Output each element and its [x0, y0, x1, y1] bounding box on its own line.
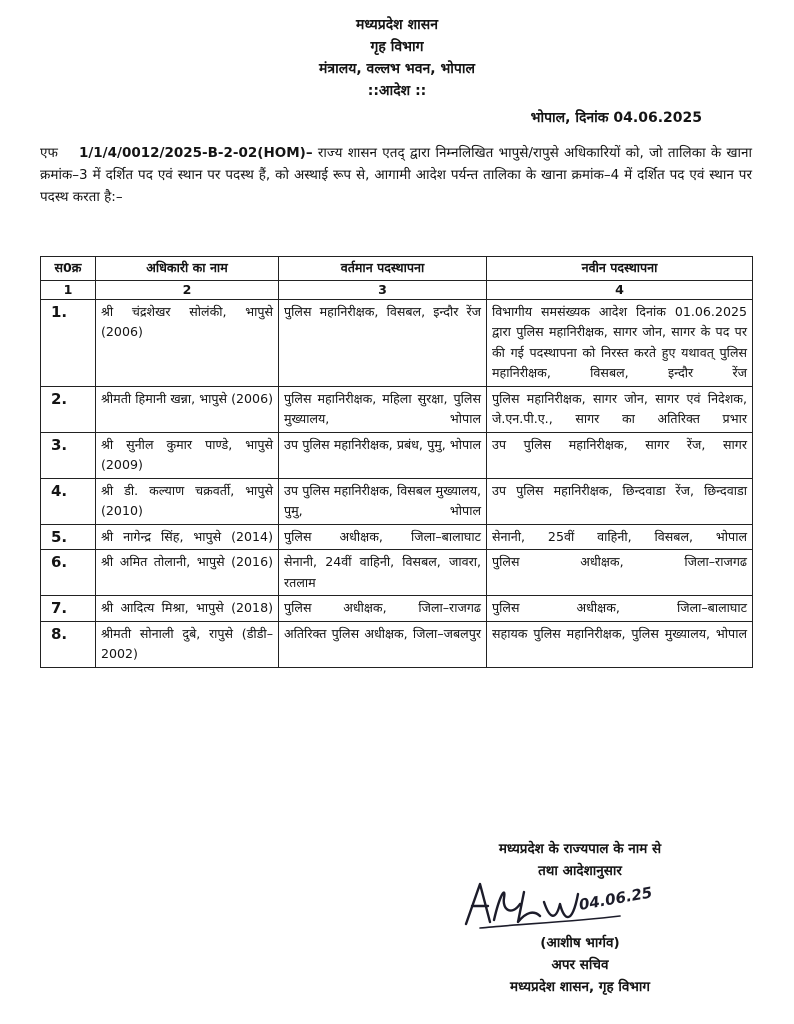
table-row	[41, 596, 753, 622]
column-number: 1	[41, 280, 96, 299]
row-sno: 7.	[41, 596, 96, 622]
header-current-posting: वर्तमान पदस्थापना	[279, 257, 487, 281]
current-posting: उप पुलिस महानिरीक्षक, प्रबंध, पुमु, भोपाल	[279, 432, 487, 478]
table-row	[41, 432, 753, 478]
column-number-row	[41, 280, 753, 299]
row-sno: 8.	[41, 621, 96, 667]
signature-scribble	[460, 876, 680, 938]
letterhead	[0, 14, 794, 102]
header-sno: स0क्र	[41, 257, 96, 281]
current-posting: उप पुलिस महानिरीक्षक, विसबल मुख्यालय, पुमु, भोपाल	[279, 478, 487, 524]
new-posting: सहायक पुलिस महानिरीक्षक, पुलिस मुख्यालय, भोपाल	[487, 621, 753, 667]
signatory-department: मध्यप्रदेश शासन, गृह विभाग	[510, 979, 650, 995]
officer-name: श्री अमित तोलानी, भापुसे (2016)	[96, 550, 279, 596]
officer-name: श्री डी. कल्याण चक्रवर्ती, भापुसे (2010)	[96, 478, 279, 524]
current-posting: सेनानी, 24वीं वाहिनी, विसबल, जावरा, रतलाम	[279, 550, 487, 596]
table-row	[41, 621, 753, 667]
new-posting: पुलिस महानिरीक्षक, सागर जोन, सागर एवं निदेशक, जे.एन.पी.ए., सागर का अतिरिक्त प्रभार	[487, 386, 753, 432]
authority-line-1: मध्यप्रदेश के राज्यपाल के नाम से	[498, 841, 662, 857]
authority-line-2: तथा आदेशानुसार	[538, 863, 622, 879]
new-posting: उप पुलिस महानिरीक्षक, सागर रेंज, सागर	[487, 432, 753, 478]
table-row	[41, 386, 753, 432]
row-sno: 5.	[41, 524, 96, 550]
table-row	[41, 478, 753, 524]
officer-name: श्रीमती सोनाली दुबे, रापुसे (डीडी–2002)	[96, 621, 279, 667]
column-number: 2	[96, 280, 279, 299]
table-row	[41, 550, 753, 596]
officer-name: श्रीमती हिमानी खन्ना, भापुसे (2006)	[96, 386, 279, 432]
table-row	[41, 524, 753, 550]
department-name: गृह विभाग	[370, 39, 424, 55]
signature-date: 04.06.25	[577, 883, 654, 914]
row-sno: 6.	[41, 550, 96, 596]
current-posting: पुलिस महानिरीक्षक, विसबल, इन्दौर रेंज	[279, 299, 487, 386]
officer-name: श्री नागेन्द्र सिंह, भापुसे (2014)	[96, 524, 279, 550]
new-posting: सेनानी, 25वीं वाहिनी, विसबल, भोपाल	[487, 524, 753, 550]
handwritten-signature	[420, 882, 740, 932]
row-sno: 3.	[41, 432, 96, 478]
current-posting: पुलिस अधीक्षक, जिला–बालाघाट	[279, 524, 487, 550]
header-new-posting: नवीन पदस्थापना	[487, 257, 753, 281]
file-prefix: एफ	[40, 145, 58, 161]
posting-table	[40, 256, 753, 668]
column-number: 3	[279, 280, 487, 299]
place-date: भोपाल, दिनांक 04.06.2025	[530, 110, 702, 126]
officer-name: श्री आदित्य मिश्रा, भापुसे (2018)	[96, 596, 279, 622]
table-header-row	[41, 257, 753, 281]
file-number: 1/1/4/0012/2025-B-2-02(HOM)–	[78, 145, 313, 161]
header-officer-name: अधिकारी का नाम	[96, 257, 279, 281]
row-sno: 1.	[41, 299, 96, 386]
table-row	[41, 299, 753, 386]
new-posting: विभागीय समसंख्यक आदेश दिनांक 01.06.2025 द्वारा पुलिस महानिरीक्षक, सागर जोन, सागर के पद पर की गई पदस्थापना को निरस्त करते हुए यथावत् पुलिस महानिरीक्षक, विसबल, इन्दौर रेंज	[487, 299, 753, 386]
order-text: राज्य शासन एतद् द्वारा निम्नलिखित भापुसे/रापुसे अधिकारियों को, जो तालिका के खाना क्रमांक–3 में दर्शित पद एवं स्थान पर पदस्थ हैं, को अस्थाई रूप से, आगामी आदेश पर्यन्त तालिका के खाना क्रमांक–4 में दर्शित पद एवं स्थान पर पदस्थ करता है:–	[40, 145, 752, 205]
current-posting: पुलिस अधीक्षक, जिला–राजगढ	[279, 596, 487, 622]
order-paragraph	[40, 142, 752, 208]
row-sno: 2.	[41, 386, 96, 432]
signatory-post: अपर सचिव	[551, 957, 609, 973]
signatory-name: (आशीष भार्गव)	[540, 935, 620, 951]
new-posting: उप पुलिस महानिरीक्षक, छिन्दवाडा रेंज, छिन्दवाडा	[487, 478, 753, 524]
officer-name: श्री चंद्रशेखर सोलंकी, भापुसे (2006)	[96, 299, 279, 386]
column-number: 4	[487, 280, 753, 299]
govt-name: मध्यप्रदेश शासन	[356, 17, 438, 33]
order-title: ::आदेश ::	[367, 83, 427, 99]
new-posting: पुलिस अधीक्षक, जिला–बालाघाट	[487, 596, 753, 622]
office-address: मंत्रालय, वल्लभ भवन, भोपाल	[319, 61, 475, 77]
signature-block	[420, 838, 740, 998]
officer-name: श्री सुनील कुमार पाण्डे, भापुसे (2009)	[96, 432, 279, 478]
current-posting: पुलिस महानिरीक्षक, महिला सुरक्षा, पुलिस मुख्यालय, भोपाल	[279, 386, 487, 432]
row-sno: 4.	[41, 478, 96, 524]
current-posting: अतिरिक्त पुलिस अधीक्षक, जिला–जबलपुर	[279, 621, 487, 667]
new-posting: पुलिस अधीक्षक, जिला–राजगढ	[487, 550, 753, 596]
